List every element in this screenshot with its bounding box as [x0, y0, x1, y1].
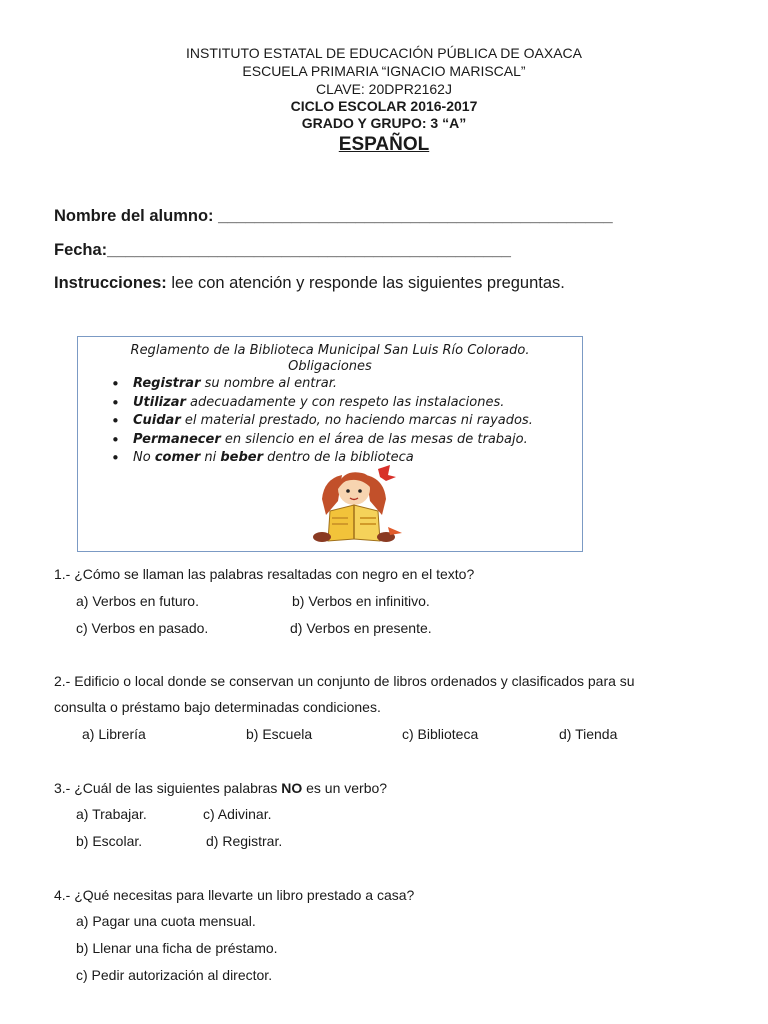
grade-group: GRADO Y GRUPO: 3 “A” — [301, 115, 467, 131]
rule-item: • Utilizar adecuadamente y con respeto las instalaciones. — [106, 394, 533, 413]
document-header — [0, 44, 768, 157]
q3-option-d: d) Registrar. — [206, 833, 283, 849]
question-2-line-2: consulta o préstamo bajo determinadas condiciones. — [54, 699, 381, 715]
school-year: CICLO ESCOLAR 2016-2017 — [290, 98, 478, 114]
box-title: Reglamento de la Biblioteca Municipal San Luis Río Colorado. — [130, 343, 530, 358]
school-name: ESCUELA PRIMARIA “IGNACIO MARISCAL” — [242, 63, 526, 79]
student-name-field: Nombre del alumno: ___________________________________________ — [54, 207, 613, 225]
rule-item: • Cuidar el material prestado, no haciendo marcas ni rayados. — [106, 412, 533, 431]
subject-title: ESPAÑOL — [338, 134, 430, 155]
q1-option-a: a) Verbos en futuro. — [76, 593, 199, 609]
instructions — [54, 274, 565, 293]
q4-option-c: c) Pedir autorización al director. — [76, 967, 273, 983]
rules-list — [106, 375, 533, 468]
instructions-text: lee con atención y responde las siguientes preguntas. — [166, 274, 565, 292]
girl-reading-illustration — [304, 465, 404, 547]
q2-option-d: d) Tienda — [559, 726, 618, 742]
date-field: Fecha:____________________________________________ — [54, 241, 511, 259]
q2-option-c: c) Biblioteca — [402, 726, 479, 742]
q1-option-d: d) Verbos en presente. — [290, 620, 432, 636]
library-rules-box — [77, 336, 583, 552]
q3-option-b: b) Escolar. — [76, 833, 143, 849]
q3-option-a: a) Trabajar. — [76, 806, 147, 822]
q4-option-b: b) Llenar una ficha de préstamo. — [76, 940, 278, 956]
q2-option-a: a) Librería — [82, 726, 146, 742]
school-code: CLAVE: 20DPR2162J — [316, 81, 452, 97]
rule-item: • No comer ni beber dentro de la biblioteca — [106, 449, 533, 468]
institute-name: INSTITUTO ESTATAL DE EDUCACIÓN PÚBLICA DE OAXACA — [186, 45, 582, 61]
q4-option-a: a) Pagar una cuota mensual. — [76, 913, 256, 929]
instructions-label: Instrucciones: — [54, 274, 167, 292]
q1-option-b: b) Verbos en infinitivo. — [292, 593, 430, 609]
q2-option-b: b) Escuela — [246, 726, 313, 742]
rule-item: • Permanecer en silencio en el área de las mesas de trabajo. — [106, 431, 533, 450]
box-subtitle: Obligaciones — [288, 359, 372, 374]
rule-item: • Registrar su nombre al entrar. — [106, 375, 533, 394]
question-1: 1.- ¿Cómo se llaman las palabras resaltadas con negro en el texto? — [54, 566, 475, 582]
question-2-line-1: 2.- Edificio o local donde se conservan un conjunto de libros ordenados y clasificados para su — [54, 673, 635, 689]
question-4: 4.- ¿Qué necesitas para llevarte un libro prestado a casa? — [54, 887, 415, 903]
question-3: 3.- ¿Cuál de las siguientes palabras NO es un verbo? — [54, 780, 388, 796]
q3-option-c: c) Adivinar. — [203, 806, 272, 822]
q1-option-c: c) Verbos en pasado. — [76, 620, 209, 636]
